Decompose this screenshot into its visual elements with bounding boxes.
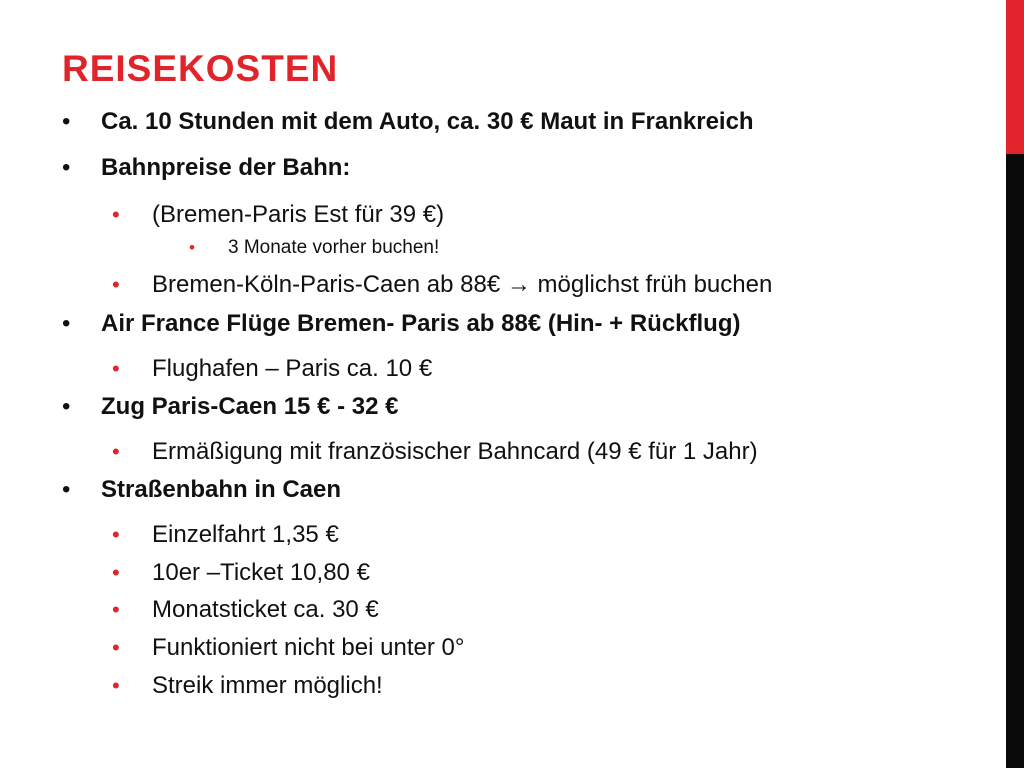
bullet-dot-icon: • [112, 635, 120, 660]
bullet-text: Bremen-Köln-Paris-Caen ab 88€ → möglichst früh buchen [152, 271, 773, 298]
bullet-text: Air France Flüge Bremen- Paris ab 88€ (Hin- + Rückflug) [101, 310, 741, 337]
bullet-dot-icon: • [112, 356, 120, 381]
bullet-dot-icon: • [62, 310, 71, 337]
bullet-dot-icon: • [189, 238, 195, 257]
bullet-dot-icon: • [62, 154, 71, 181]
bullet-text: 3 Monate vorher buchen! [228, 237, 440, 258]
bullet-text: Bahnpreise der Bahn: [101, 154, 351, 181]
bullet-text: Straßenbahn in Caen [101, 476, 342, 503]
bullet-text: (Bremen-Paris Est für 39 €) [152, 201, 445, 228]
bullet-dot-icon: • [112, 272, 120, 297]
bullet-dot-icon: • [112, 673, 120, 698]
bullet-text: 10er –Ticket 10,80 € [152, 559, 370, 586]
bullet-dot-icon: • [62, 393, 71, 420]
bullet-text: Ermäßigung mit französischer Bahncard (49 € für 1 Jahr) [152, 438, 758, 465]
bullet-text: Funktioniert nicht bei unter 0° [152, 634, 465, 661]
bullet-dot-icon: • [112, 439, 120, 464]
edge-stripe [1006, 0, 1024, 768]
bullet-text: Zug Paris-Caen 15 € - 32 € [101, 393, 399, 420]
bullet-dot-icon: • [112, 522, 120, 547]
bullet-dot-icon: • [62, 476, 71, 503]
bullet-dot-icon: • [112, 560, 120, 585]
bullet-dot-icon: • [62, 108, 71, 135]
bullet-text: Einzelfahrt 1,35 € [152, 521, 339, 548]
bullet-text: Monatsticket ca. 30 € [152, 596, 379, 623]
edge-stripe-black [1006, 154, 1024, 768]
bullet-dot-icon: • [112, 597, 120, 622]
slide-title: REISEKOSTEN [62, 48, 339, 89]
bullet-text: Ca. 10 Stunden mit dem Auto, ca. 30 € Maut in Frankreich [101, 108, 754, 135]
bullet-text: Flughafen – Paris ca. 10 € [152, 355, 433, 382]
edge-stripe-red [1006, 0, 1024, 154]
bullet-text: Streik immer möglich! [152, 672, 383, 699]
bullet-dot-icon: • [112, 202, 120, 227]
